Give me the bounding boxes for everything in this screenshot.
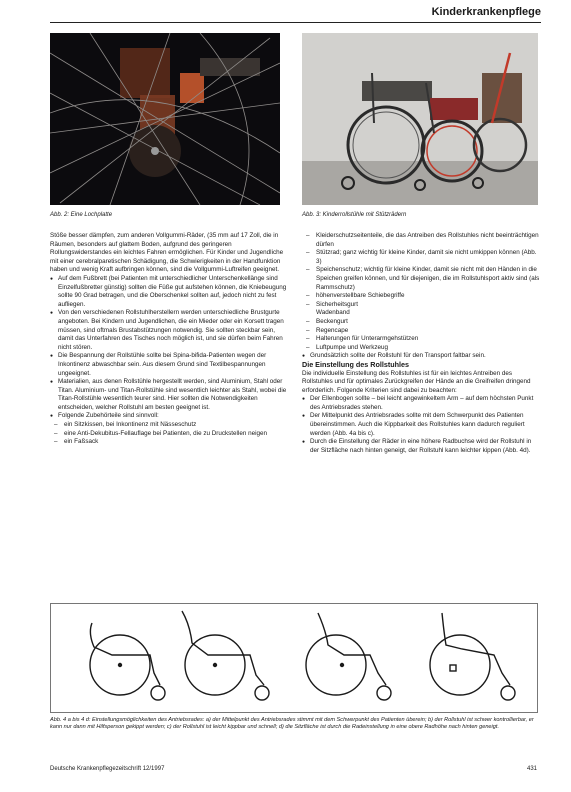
text-column-left: [50, 232, 292, 447]
diagram-b: [182, 611, 269, 700]
list-item: – Speichenschutz; wichtig für kleine Kinder, damit sie nicht mit den Händen in die Speichen greifen können, und für diejenigen, die im Rollstuhlsport aktiv sind (als Rammschutz): [302, 266, 540, 292]
caption-abb4: Abb. 4 a bis 4 d: Einstellungsmöglichkeiten des Antriebsrades: a) der Mittelpunkt des Antriebsrades stimmt mit dem Schwerpunkt des Patienten überein; b) der Rollstuhl ist schwer kontrollierbar, er kann nur dann mit Hilfsperson gekippt werden; c) der Rollstuhl ist leicht kippbar und schnell; d) die Sitzfläche ist durch die Radeinstellung in eine obere Radhöhe nach hinten geneigt.: [50, 717, 534, 730]
list-item: ● Durch die Einstellung der Räder in eine höhere Radbuchse wird der Rollstuhl in der Sitzfläche nach hinten geneigt, der Rollstuhl kann leichter kippen (Abb. 4d).: [302, 438, 540, 455]
list-item-note: Wadenband: [316, 309, 350, 317]
caption-abb3: Abb. 3: Kinderrollstühle mit Stützrädern: [302, 212, 407, 218]
text-column-right: [302, 232, 540, 455]
list-item: – ein Sitzkissen, bei Inkontinenz mit Nässeschutz: [50, 421, 292, 430]
list-item: ● Die Bespannung der Rollstühle sollte bei Spina-bifida-Patienten wegen der Inkontinenz abwaschbar sein. Aus diesem Grund sind Textilbespannungen ungeeignet.: [50, 352, 292, 378]
list-item: – ein Faßsack: [50, 438, 292, 447]
list-item: – Kleiderschutzseitenteile, die das Antreiben des Rollstuhles nicht beeinträchtigen dürfen: [302, 232, 540, 249]
list-item: ● Folgende Zubehörteile sind sinnvoll:: [50, 412, 292, 421]
list-item: – Stützrad; ganz wichtig für kleine Kinder, damit sie nicht umkippen können (Abb. 3): [302, 249, 540, 266]
diagram-c: [306, 613, 391, 700]
photo-lochplatte: [50, 33, 280, 205]
setting-intro: Die individuelle Einstellung des Rollstuhles ist für ein leichtes Antreiben des Rollstuhles und für optimales Zurückgreifen der Hände an die Greifreifen dringend erforderlich. Folgende Kriterien sind dabei zu beachten:: [302, 369, 531, 394]
caption-abb2: Abb. 2: Eine Lochplatte: [50, 212, 113, 218]
list-item: ● Grundsätzlich sollte der Rollstuhl für den Transport faltbar sein.: [302, 352, 540, 361]
page-header: [50, 6, 541, 23]
list-item: ● Materialien, aus denen Rollstühle hergestellt werden, sind Aluminium, Stahl oder Titan. Aluminium- und Titan-Rollstühle sind wesentlich leichter als Stahl, wobei die Titan-Rollstühle wesentlich teurer sind. Hier sollten die Notwendigkeiten entscheiden, welcher Rollstuhl am besten geeignet ist.: [50, 378, 292, 412]
section-heading: Die Einstellung des Rollstuhles: [302, 359, 410, 369]
wheelchair-diagrams: [50, 603, 538, 713]
photo-kinderrollstuehle: [302, 33, 538, 205]
list-item: – Regencape: [302, 327, 540, 336]
list-item: ● Von den verschiedenen Rollstuhlherstellern werden unterschiedliche Brustgurte angeboten. Bei Kindern und Jugendlichen, die ein Mieder oder ein Korsett tragen müssen, sind oftmals Brustabstützungen notwendig. Sie sollten steckbar sein, damit das Unterfahren des Tisches noch möglich ist, und sie dürfen beim Fahren nicht stören.: [50, 309, 292, 352]
diagram-d: [430, 613, 515, 700]
list-item: – höhenverstellbare Schiebegriffe: [302, 292, 540, 301]
list-item: – Halterungen für Unterarmgehstützen: [302, 335, 540, 344]
list-item: – Sicherheitsgurt: [302, 301, 540, 310]
page-number: 431: [527, 766, 538, 772]
list-item: ● Der Mittelpunkt des Antriebsrades sollte mit dem Schwerpunkt des Patienten übereinstimmen. Auch die Kippbarkeit des Rollstuhles kann dadurch reguliert werden (Abb. 4a bis c).: [302, 412, 540, 438]
list-item: ● Der Ellenbogen sollte – bei leicht angewinkeltem Arm – auf dem höchsten Punkt des Antriebsrades stehen.: [302, 395, 540, 412]
footer-journal: Deutsche Krankenpflegezeitschrift 12/1997: [50, 766, 165, 772]
list-item: – Luftpumpe und Werkzeug: [302, 344, 540, 353]
section-title: Kinderkrankenpflege: [431, 6, 541, 18]
diagram-a: [90, 623, 165, 700]
intro-paragraph: Stöße besser dämpfen, zum anderen Vollgummi-Räder, (35 mm auf 17 Zoll, die in Räumen, besonders auf glattem Boden, aufgrund des geringeren Rollungswiderstandes ein leichtes Fahren ermöglichen. Für Kinder und Jugendliche mit einer cerebralparetischen Schädigung, die Schwierigkeiten in der Handfunktion haben und wenig Kraft aufbringen können, sind die Vollgummi-Luftreifen geeignet.: [50, 232, 284, 274]
list-item: – Beckengurt: [302, 318, 540, 327]
list-item: ● Auf dem Fußbrett (bei Patienten mit unterschiedlicher Unterschenkellänge sind Einzelfußbretter günstig) sollten die Füße gut aufstehen können, die Kniebeugung sollte 90 Grad betragen, und die Oberschenkel sollten auf, jedoch nicht zu fest aufliegen.: [50, 275, 292, 309]
list-item: – eine Anti-Dekubitus-Fellauflage bei Patienten, die zu Druckstellen neigen: [50, 430, 292, 439]
